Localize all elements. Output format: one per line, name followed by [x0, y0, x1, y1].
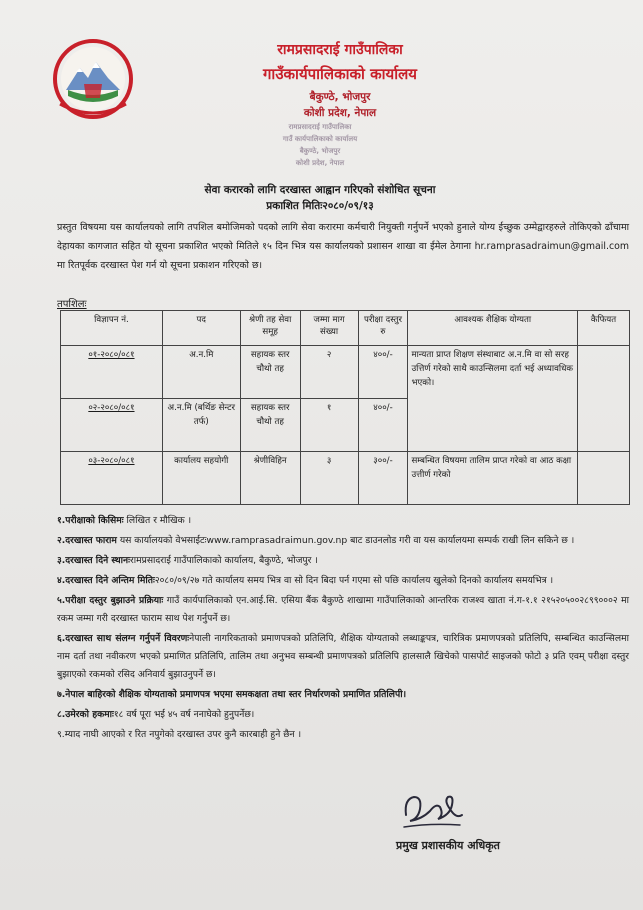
- note-item: [57, 532, 629, 550]
- note-item: [57, 592, 629, 628]
- note-label: ४.दरखास्त दिने अन्तिम मितिः: [57, 575, 155, 586]
- note-label: ७.नेपाल बाहिरको शैक्षिक योग्यताको प्रमाणपत्र भएमा समकक्षता तथा स्तर निर्धारणको प्रमाणित प्रतिलिपी।: [57, 689, 407, 700]
- table-row: [61, 346, 630, 399]
- cell-post: अ.न.मि: [162, 346, 240, 399]
- cell-level: श्रेणीविहिन: [240, 452, 300, 505]
- note-text: गाउँ कार्यपालिकाको एन.आई.सि. एसिया बैंक बैकुण्ठे शाखामा गाउँपालिकाको आन्तरिक राजश्व खाता नं.ग-१.१ २१५२०५००२८९९०००२ मा रकम जम्मा गरी दरखास्त फाराम साथ पेश गर्नुपर्ने छ।: [57, 595, 629, 624]
- cell-count: ३: [300, 452, 358, 505]
- notice-title: सेवा करारको लागि दरखास्त आह्वान गरिएको संशोधित सूचना: [204, 184, 436, 196]
- note-item: [57, 552, 629, 570]
- cell-adno: ०१-२०८०/०८१: [61, 346, 163, 399]
- note-item: [57, 706, 629, 724]
- note-text: लिखित र मौखिक ।: [123, 515, 192, 526]
- cell-qualification: सम्बन्धित विषयमा तालिम प्राप्त गरेको वा आठ कक्षा उत्तीर्ण गरेको: [408, 452, 578, 505]
- cell-remarks: [578, 452, 630, 505]
- note-label: ५.परीक्षा दस्तुर बुझाउने प्रक्रियाः: [57, 595, 164, 606]
- note-text: १८ वर्ष पूरा भई ४५ वर्ष ननाघेको हुनुपर्नेछ।: [113, 709, 255, 720]
- notice-intro: प्रस्तुत विषयमा यस कार्यालयको लागि तपशिल बमोजिमको पदको लागि सेवा करारमा कर्मचारी नियुक्ती गर्नुपर्ने भएको हुनाले योग्य ईच्छुक उम्मेद्वारहरुले तोकिएको ढाँचामा देहायका कागजात सहित यो सूचना प्रकाशित भएको मितिले १५ दिन भित्र यस कार्यालयको प्रशासन शाखा वा ईमेल ठेगाना hr.ramprasadraimun@gmail.com मा रितपूर्वक दरखास्त पेश गर्न यो सूचना प्रकाशन गरिएको छ।: [57, 222, 629, 271]
- cell-post: कार्यालय सहयोगी: [162, 452, 240, 505]
- col-header-adno: विज्ञापन नं.: [61, 311, 163, 346]
- note-label: २.दरखास्त फाराम: [57, 535, 117, 546]
- signatory-designation: प्रमुख प्रशासकीय अधिकृत: [396, 839, 500, 852]
- stamp-line-2: गाउँ कार्यपालिकाको कार्यालय: [282, 135, 358, 143]
- note-label: ३.दरखास्त दिने स्थानः: [57, 555, 130, 566]
- col-header-level: श्रेणी तह सेवा समूह: [240, 311, 300, 346]
- col-header-remarks: कैफियत: [578, 311, 630, 346]
- col-header-fee: परीक्षा दस्तुर रु: [358, 311, 408, 346]
- cell-remarks: [578, 346, 630, 452]
- notes-list: [57, 512, 629, 746]
- table-label: तपशिलः: [57, 299, 87, 310]
- note-label: १.परीक्षाको किसिमः: [57, 515, 124, 526]
- cell-post: अ.न.मि (बर्थिङ सेन्टर तर्फ): [162, 399, 240, 452]
- cell-adno: ०३-२०८०/०८१: [61, 452, 163, 505]
- note-text: नेपाली नागरिकताको प्रमाणपत्रको प्रतिलिपि, शैक्षिक योग्यताको लब्धाङ्कपत्र, चारित्रिक प्रमाणपत्रको प्रतिलिपि, सम्बन्धित काउन्सिलमा नाम दर्ता तथा नवीकरण भएको प्रमाणित प्रतिलिपि, तालिम तथा अनुभव सम्बन्धी प्रमाणपत्रको प्रतिलिपि हालसालै खिचेको पासपोर्ट साइजको फोटो ३ प्रति एवम् परीक्षा दस्तुर बुझाएको रकमको रसिद अनिवार्य बुझाउनुपर्ने छ।: [57, 633, 629, 680]
- cell-qualification-shared: मान्यता प्राप्त शिक्षण संस्थाबाट अ.न.मि वा सो सरह उत्तिर्ण गरेको साथै काउन्सिलमा दर्ता भई अध्यावधिक भएको।: [408, 346, 578, 452]
- cell-level: सहायक स्तर चौथो तह: [240, 346, 300, 399]
- note-label: ८.उमेरको हकमाः: [57, 709, 114, 720]
- note-item: [57, 572, 629, 590]
- stamp-line-1: रामप्रसादराई गाउँपालिका: [288, 123, 352, 131]
- note-text: २०८०/०९/२७ गते कार्यालय समय भित्र वा सो दिन बिदा पर्न गएमा सो पछि कार्यालय खुलेको दिनको कार्यालय समयभित्र ।: [154, 575, 554, 586]
- office-location: बैकुण्ठे, भोजपुर: [309, 91, 371, 103]
- table-header-row: [61, 311, 630, 346]
- cell-count: १: [300, 399, 358, 452]
- note-item: [57, 686, 629, 704]
- municipality-name: रामप्रसादराई गाउँपालिका: [277, 42, 403, 58]
- note-item: [57, 512, 629, 530]
- note-label: ६.दरखास्त साथ संलग्न गर्नुपर्ने विवरणः: [57, 633, 190, 644]
- note-text: ९.म्याद नाघी आएको र रित नपुगेको दरखास्त उपर कुनै कारबाही हुने छैन ।: [57, 729, 302, 740]
- cell-fee: ४००/-: [358, 399, 408, 452]
- cell-count: २: [300, 346, 358, 399]
- office-name: गाउँकार्यपालिकाको कार्यालय: [262, 65, 417, 83]
- stamp-line-3: बैकुण्ठे, भोजपुर: [299, 147, 341, 155]
- stamp-line-4: कोशी प्रदेश, नेपाल: [295, 159, 345, 167]
- signature-icon: [400, 785, 470, 833]
- vacancy-table: [60, 310, 630, 505]
- col-header-post: पद: [162, 311, 240, 346]
- col-header-qualification: आवश्यक शैक्षिक योग्यता: [408, 311, 578, 346]
- col-header-count: जम्मा माग संख्या: [300, 311, 358, 346]
- office-province: कोशी प्रदेश, नेपाल: [303, 107, 377, 119]
- note-item: [57, 726, 629, 744]
- table-row: [61, 452, 630, 505]
- note-item: [57, 630, 629, 684]
- note-text: यस कार्यालयको वेभसाईटःwww.ramprasadraimun.gov.np बाट डाउनलोड गरी वा यस कार्यालयमा सम्पर्क राखी लिन सकिने छ ।: [116, 535, 575, 546]
- notice-date: प्रकाशित मितिः२०८०/०९/१३: [266, 200, 374, 212]
- office-stamp: [272, 104, 368, 182]
- cell-fee: ३००/-: [358, 452, 408, 505]
- cell-adno: ०२-२०८०/०८१: [61, 399, 163, 452]
- note-text: रामप्रसादराई गाउँपालिकाको कार्यालय, बैकुण्ठे, भोजपुर ।: [129, 555, 318, 566]
- cell-level: सहायक स्तर चौथो तह: [240, 399, 300, 452]
- cell-fee: ४००/-: [358, 346, 408, 399]
- nepal-emblem-icon: [52, 38, 134, 120]
